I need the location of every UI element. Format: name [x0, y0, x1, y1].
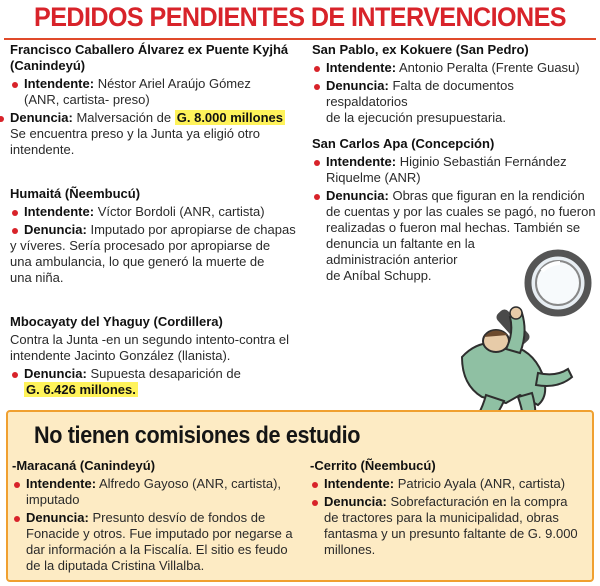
- entry-francisco-caballero: [10, 42, 305, 158]
- bullet-icon: [0, 116, 4, 122]
- intendente-item: Intendente: Patricio Ayala (ANR, cartista): [310, 476, 592, 492]
- denuncia-item: Denuncia: Falta de documentos respaldatorios de la ejecución presupuestaria.: [312, 78, 597, 126]
- denuncia-item: Denuncia: Malversación de G. 8.000 millones Se encuentra preso y la Junta ya eligió otro intendente.: [0, 110, 305, 158]
- entry-place: San Pablo, ex Kokuere (San Pedro): [312, 42, 529, 57]
- entry-humaita: [10, 186, 305, 286]
- intendente-item: Intendente: Higinio Sebastián Fernández Riquelme (ANR): [312, 154, 597, 186]
- entry-place: Francisco Caballero Álvarez ex Puente Kyjhá (Canindeyú): [10, 42, 289, 73]
- entry-place: Humaitá (Ñeembucú): [10, 186, 141, 201]
- denuncia-continuation: y víveres. Sería procesado por apropiarse de una ambulancia, lo que generó la muerte de una niña.: [10, 238, 271, 285]
- entry-place: Mbocayaty del Yhaguy (Cordillera): [10, 314, 223, 329]
- entry-mbocayaty: [10, 314, 305, 398]
- denuncia-item: Denuncia: Sobrefacturación en la compra de tractores para la municipalidad, obras fantasma y un presunto faltante de G. 9.000 millones.: [310, 494, 592, 558]
- intendente-item: Intendente: Víctor Bordoli (ANR, cartista): [10, 204, 305, 220]
- entry-cerrito: [310, 458, 592, 558]
- page-title: PEDIDOS PENDIENTES DE INTERVENCIONES: [34, 2, 566, 32]
- bullet-icon: [314, 194, 320, 200]
- entry-maracana: [12, 458, 302, 574]
- denuncia-item: Denuncia: Supuesta desaparición de G. 6.426 millones.: [10, 366, 305, 398]
- amount-highlight: G. 6.426 millones.: [26, 382, 136, 397]
- bullet-icon: [14, 516, 20, 522]
- entry-place: San Carlos Apa (Concepción): [312, 136, 495, 151]
- bullet-icon: [14, 482, 20, 488]
- bullet-icon: [312, 482, 318, 488]
- entry-place: -Maracaná (Canindeyú): [12, 458, 156, 473]
- denuncia-item: Denuncia: Presunto desvío de fondos de Fonacide y otros. Fue imputado por negarse a dar información a la Fiscalía. El sitio es feudo de la diputada Cristina Villalba.: [12, 510, 302, 574]
- bullet-icon: [12, 210, 18, 216]
- bullet-icon: [12, 372, 18, 378]
- entry-san-pablo: [312, 42, 597, 126]
- bullet-icon: [12, 228, 18, 234]
- bullet-icon: [314, 160, 320, 166]
- bullet-icon: [312, 500, 318, 506]
- bullet-icon: [314, 84, 320, 90]
- denuncia-item: Denuncia: Imputado por apropiarse de chapas: [10, 222, 305, 238]
- intendente-item: Intendente: Néstor Ariel Araújo Gómez (ANR, cartista- preso): [10, 76, 305, 108]
- denuncia-item: Denuncia: Obras que figuran en la rendición de cuentas y por las cuales se pagó, no fueron realizadas o fueron mal hechas. También se denuncia un faltante en la administración anterior de Aníbal Schupp.: [312, 188, 597, 284]
- box-title: No tienen comisiones de estudio: [34, 422, 361, 449]
- entry-text: Contra la Junta -en un segundo intento-contra el intendente Jacinto González (llanista).: [10, 332, 289, 363]
- amount-highlight: G. 8.000 millones: [176, 110, 283, 125]
- no-commission-box: [6, 410, 594, 582]
- intendente-item: Intendente: Alfredo Gayoso (ANR, cartista), imputado: [12, 476, 302, 508]
- bullet-icon: [12, 82, 18, 88]
- entry-place: -Cerrito (Ñeembucú): [310, 458, 436, 473]
- bullet-icon: [314, 66, 320, 72]
- intendente-item: Intendente: Antonio Peralta (Frente Guasu): [312, 60, 597, 76]
- title-rule-top: [4, 38, 596, 40]
